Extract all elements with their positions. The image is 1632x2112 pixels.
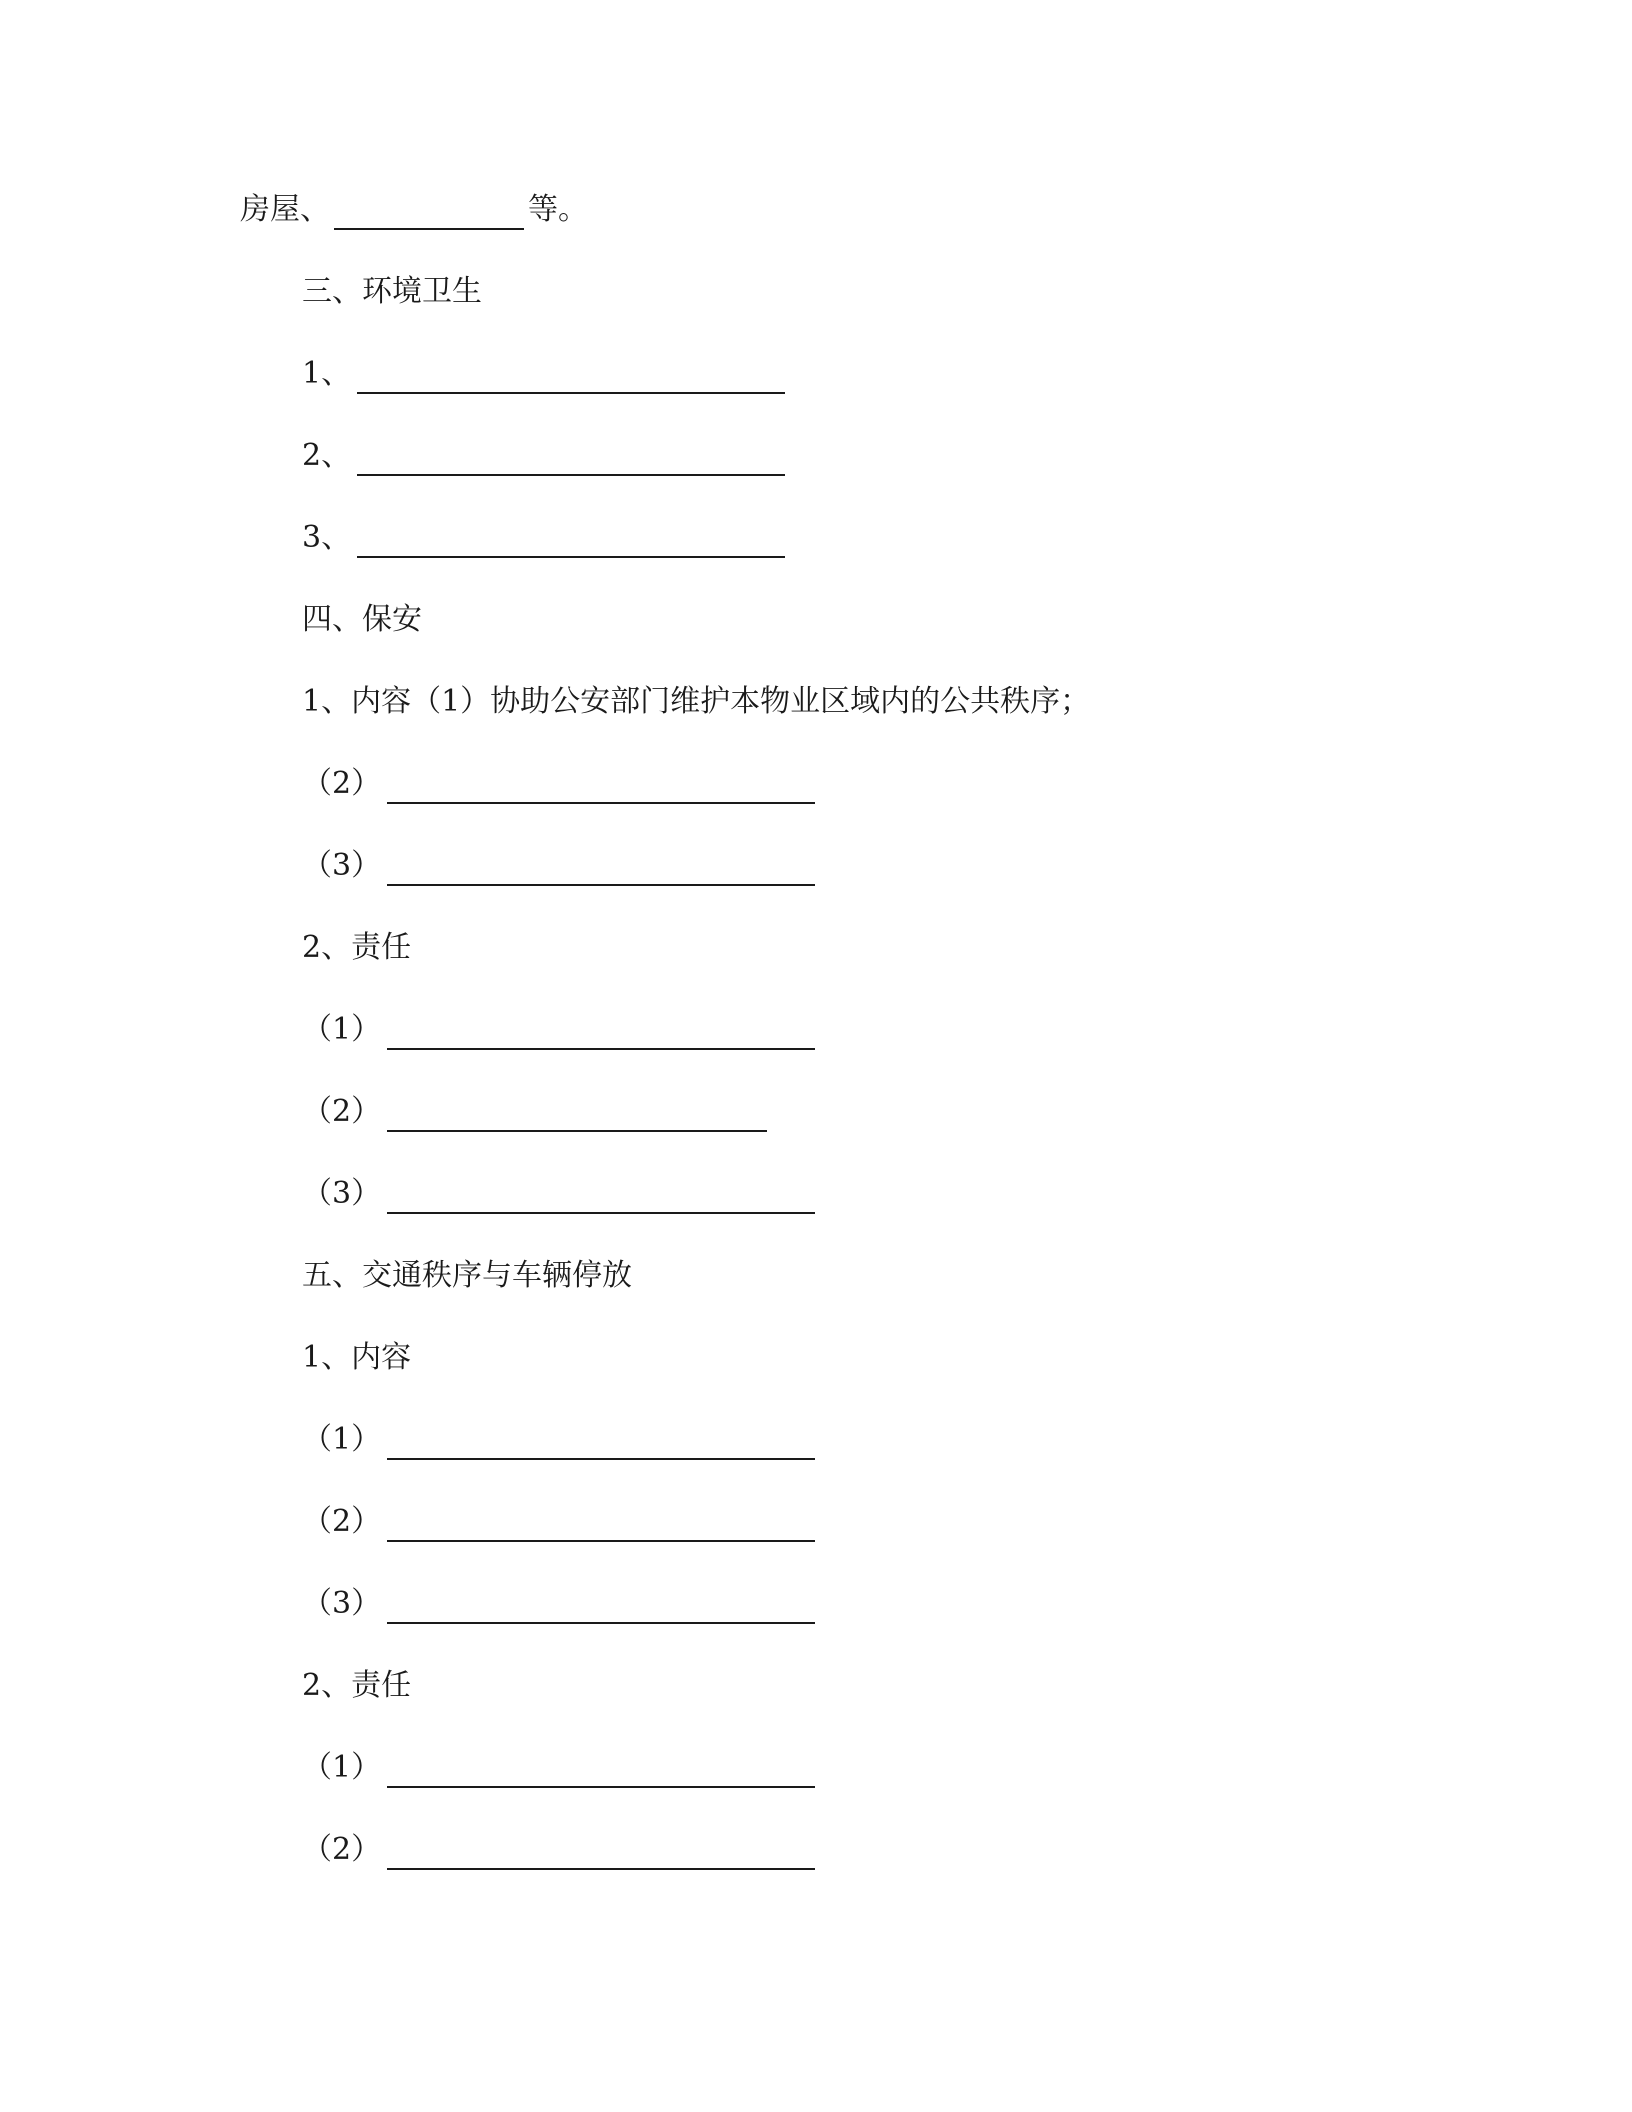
list-item-label: （3） xyxy=(302,1176,382,1211)
list-item-label: 2、 xyxy=(302,438,352,473)
list-item-label: （2） xyxy=(302,1832,382,1867)
fill-blank[interactable] xyxy=(357,360,785,394)
section-heading-traffic: 五、交通秩序与车辆停放 xyxy=(302,1258,632,1293)
subheading-content: 1、内容 xyxy=(302,1340,412,1375)
text-houses-prefix: 房屋、 xyxy=(240,192,330,227)
fill-blank[interactable] xyxy=(387,770,815,804)
list-item-label: （1） xyxy=(302,1012,382,1047)
list-item xyxy=(302,1830,815,1870)
list-item xyxy=(302,436,785,476)
fill-blank[interactable] xyxy=(387,1754,815,1788)
list-item xyxy=(302,846,815,886)
fill-blank[interactable] xyxy=(334,196,524,230)
fill-blank[interactable] xyxy=(387,852,815,886)
fill-blank[interactable] xyxy=(387,1098,767,1132)
list-item xyxy=(302,1748,815,1788)
list-item xyxy=(302,518,785,558)
list-item-label: （3） xyxy=(302,848,382,883)
list-item-label: （3） xyxy=(302,1586,382,1621)
list-item xyxy=(302,1174,815,1214)
text-line-houses xyxy=(240,190,588,230)
section-heading-security: 四、保安 xyxy=(302,602,422,637)
fill-blank[interactable] xyxy=(357,524,785,558)
list-item-label: （2） xyxy=(302,1094,382,1129)
list-item xyxy=(302,1010,815,1050)
subheading-responsibility: 2、责任 xyxy=(302,930,412,965)
list-item xyxy=(302,1420,815,1460)
section-heading-environment: 三、环境卫生 xyxy=(302,274,482,309)
list-item-label: 1、 xyxy=(302,356,352,391)
list-item-label: （2） xyxy=(302,1504,382,1539)
list-item xyxy=(302,1584,815,1624)
fill-blank[interactable] xyxy=(387,1180,815,1214)
security-content-line: 1、内容（1）协助公安部门维护本物业区域内的公共秩序； xyxy=(302,684,1091,719)
fill-blank[interactable] xyxy=(387,1508,815,1542)
fill-blank[interactable] xyxy=(387,1426,815,1460)
list-item xyxy=(302,1092,767,1132)
fill-blank[interactable] xyxy=(357,442,785,476)
list-item-label: （2） xyxy=(302,766,382,801)
fill-blank[interactable] xyxy=(387,1590,815,1624)
subheading-responsibility: 2、责任 xyxy=(302,1668,412,1703)
list-item-label: （1） xyxy=(302,1750,382,1785)
text-houses-suffix: 等。 xyxy=(528,192,588,227)
list-item xyxy=(302,1502,815,1542)
list-item xyxy=(302,764,815,804)
fill-blank[interactable] xyxy=(387,1836,815,1870)
fill-blank[interactable] xyxy=(387,1016,815,1050)
list-item xyxy=(302,354,785,394)
list-item-label: （1） xyxy=(302,1422,382,1457)
list-item-label: 3、 xyxy=(302,520,352,555)
